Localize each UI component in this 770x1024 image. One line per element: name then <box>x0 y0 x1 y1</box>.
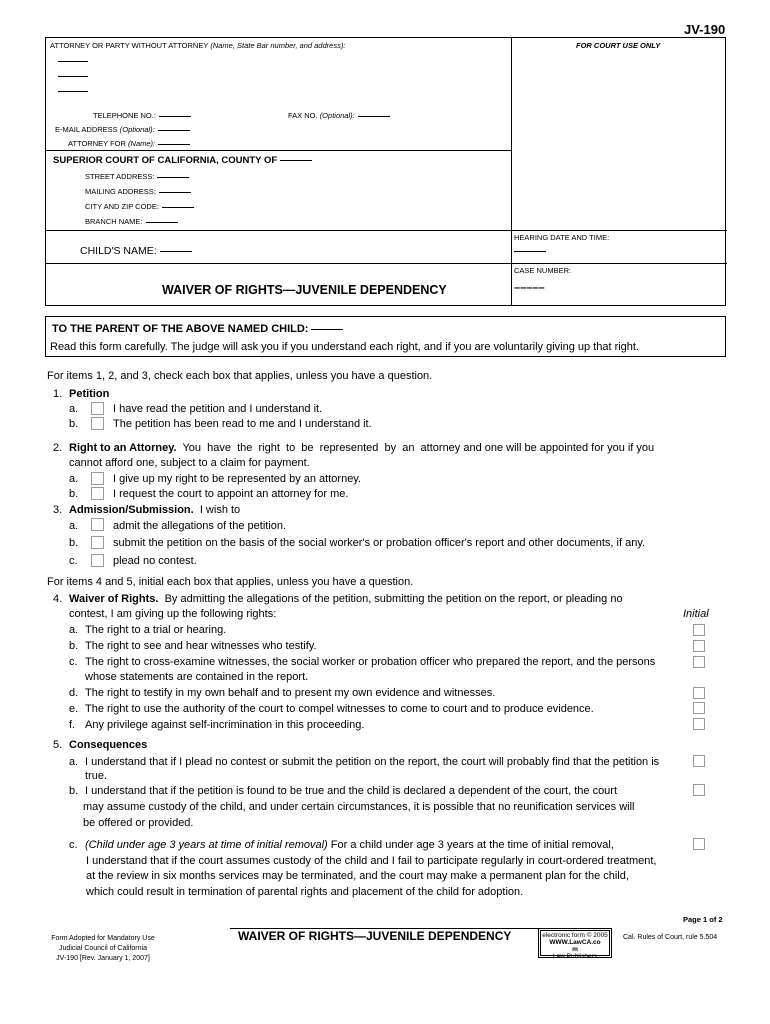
item5c-letter: c. <box>69 839 78 851</box>
item3b-letter: b. <box>69 537 79 549</box>
item3-number: 3. <box>53 504 63 516</box>
item5c-text2: I understand that if the court assumes custody of the child and I fail to participate regularly in court-ordered treatment, <box>86 855 657 867</box>
item4b-letter: b. <box>69 640 79 652</box>
item1-number: 1. <box>53 388 63 400</box>
intro-check-instructions: For items 1, 2, and 3, check each box that applies, unless you have a question. <box>47 370 433 382</box>
city-zip-field[interactable]: CITY AND ZIP CODE: <box>85 202 194 211</box>
item3c-text: plead no contest. <box>113 555 197 567</box>
attorney-line-2[interactable] <box>58 76 88 77</box>
item4c-text2: whose statements are contained in the report. <box>85 671 309 683</box>
court-use-label: FOR COURT USE ONLY <box>576 41 661 50</box>
hearing-field[interactable] <box>514 251 546 252</box>
item4a-initial-box[interactable] <box>693 624 705 636</box>
item4b-text: The right to see and hear witnesses who testify. <box>85 640 317 652</box>
item4-text2: contest, I am giving up the following rights: <box>69 608 277 620</box>
item4d-text: The right to testify in my own behalf and to present my own evidence and witnesses. <box>85 687 496 699</box>
item5b-initial-box[interactable] <box>693 784 705 796</box>
mailing-address-field[interactable]: MAILING ADDRESS: <box>85 187 191 196</box>
item4a-letter: a. <box>69 624 79 636</box>
publisher-stamp: electronic form © 2005 WWW.LawCA.co m Law Publishers <box>538 928 612 958</box>
footer-left: Form Adopted for Mandatory Use Judicial Council of California JV-190 [Rev. January 1, 2007] <box>51 935 155 962</box>
page-number: Page 1 of 2 <box>683 915 723 924</box>
item4a-text: The right to a trial or hearing. <box>85 624 227 636</box>
telephone-field[interactable]: TELEPHONE NO.: <box>93 111 191 120</box>
item3a-checkbox[interactable] <box>91 518 104 531</box>
court-rule-reference: Cal. Rules of Court, rule 5.504 <box>623 934 718 941</box>
item3c-letter: c. <box>69 555 78 567</box>
item4-text: Waiver of Rights. By admitting the allegations of the petition, submitting the petition on the report, or pleading no <box>69 593 623 605</box>
item4-number: 4. <box>53 593 63 605</box>
item2-text: Right to an Attorney. You have the right to be represented by an attorney and one will be appointed for you if you <box>69 442 655 454</box>
item3b-checkbox[interactable] <box>91 536 104 549</box>
street-address-field[interactable]: STREET ADDRESS: <box>85 172 189 181</box>
item5a-text: I understand that if I plead no contest or submit the petition on the report, the court will probably find that the petition is <box>85 756 660 768</box>
fax-field[interactable]: FAX NO. (Optional): <box>288 111 390 120</box>
form-title: WAIVER OF RIGHTS—JUVENILE DEPENDENCY <box>162 283 447 297</box>
branch-name-field[interactable]: BRANCH NAME: <box>85 217 178 226</box>
item5c-text3: at the review in six months services may be terminated, and the court may make a permanent plan for the child, <box>86 870 629 882</box>
item5b-text3: be offered or provided. <box>83 817 194 829</box>
form-id: JV-190 <box>684 22 726 37</box>
item1b-letter: b. <box>69 418 79 430</box>
item4f-letter: f. <box>69 719 76 731</box>
item5c-text: (Child under age 3 years at time of initial removal) For a child under age 3 years at the time of initial removal, <box>85 839 614 851</box>
item5b-letter: b. <box>69 785 79 797</box>
item1-title: Petition <box>69 388 110 400</box>
item3a-letter: a. <box>69 520 79 532</box>
attorney-for-field[interactable]: ATTORNEY FOR (Name): <box>68 139 190 148</box>
item4c-text: The right to cross-examine witnesses, the social worker or probation officer who prepared the report, and the persons <box>85 656 656 668</box>
item3b-text: submit the petition on the basis of the social worker's or probation officer's report and other documents, if any. <box>113 537 646 549</box>
item4e-text: The right to use the authority of the court to compel witnesses to come to court and to produce evidence. <box>85 703 594 715</box>
court-county-field[interactable]: SUPERIOR COURT OF CALIFORNIA, COUNTY OF <box>53 155 312 166</box>
item5b-text: I understand that if the petition is found to be true and the child is declared a dependent of the court, the court <box>85 785 618 797</box>
intro-initial-instructions: For items 4 and 5, initial each box that applies, unless you have a question. <box>47 576 414 588</box>
item4c-initial-box[interactable] <box>693 656 705 668</box>
item2a-letter: a. <box>69 473 79 485</box>
item5b-text2: may assume custody of the child, and under certain circumstances, it is possible that no reunification services will <box>83 801 635 813</box>
notice-heading[interactable]: TO THE PARENT OF THE ABOVE NAMED CHILD: <box>52 323 343 335</box>
footer-title: WAIVER OF RIGHTS—JUVENILE DEPENDENCY <box>238 929 512 943</box>
item2b-letter: b. <box>69 488 79 500</box>
item3a-text: admit the allegations of the petition. <box>113 520 287 532</box>
attorney-line-1[interactable] <box>58 61 88 62</box>
case-number-label: CASE NUMBER: <box>514 266 572 275</box>
item3c-checkbox[interactable] <box>91 554 104 567</box>
item2-number: 2. <box>53 442 63 454</box>
item4c-letter: c. <box>69 656 78 668</box>
item5a-initial-box[interactable] <box>693 755 705 767</box>
item5a-text2: true. <box>85 770 108 782</box>
item4f-initial-box[interactable] <box>693 718 705 730</box>
initial-column-label: Initial <box>683 608 709 620</box>
item1a-letter: a. <box>69 403 79 415</box>
item2a-checkbox[interactable] <box>91 472 104 485</box>
item4e-letter: e. <box>69 703 79 715</box>
item4b-initial-box[interactable] <box>693 640 705 652</box>
item2b-checkbox[interactable] <box>91 487 104 500</box>
item4d-letter: d. <box>69 687 79 699</box>
item1b-checkbox[interactable] <box>91 417 104 430</box>
item1b-text: The petition has been read to me and I understand it. <box>113 418 372 430</box>
child-name-field[interactable]: CHILD'S NAME: <box>80 245 192 257</box>
attorney-line-3[interactable] <box>58 91 88 92</box>
item5-title: Consequences <box>69 739 148 751</box>
item4e-initial-box[interactable] <box>693 702 705 714</box>
hearing-label: HEARING DATE AND TIME: <box>514 233 610 242</box>
item1a-checkbox[interactable] <box>91 402 104 415</box>
item2-text2: cannot afford one, subject to a claim for payment. <box>69 457 310 469</box>
item3-heading: Admission/Submission. I wish to <box>69 504 241 516</box>
email-field[interactable]: E-MAIL ADDRESS (Optional): <box>55 125 190 134</box>
item4d-initial-box[interactable] <box>693 687 705 699</box>
attorney-label: ATTORNEY OR PARTY WITHOUT ATTORNEY (Name, State Bar number, and address): <box>50 41 346 50</box>
item5-number: 5. <box>53 739 63 751</box>
notice-text: Read this form carefully. The judge will ask you if you understand each right, and if you are voluntarily giving up that right. <box>50 341 640 353</box>
case-number-value[interactable]: ––––– <box>514 282 545 294</box>
item5c-text4: which could result in termination of parental rights and placement of the child for adoption. <box>86 886 524 898</box>
item2b-text: I request the court to appoint an attorney for me. <box>113 488 349 500</box>
item5c-initial-box[interactable] <box>693 838 705 850</box>
item2a-text: I give up my right to be represented by an attorney. <box>113 473 362 485</box>
item1a-text: I have read the petition and I understand it. <box>113 403 323 415</box>
item4f-text: Any privilege against self-incrimination in this proceeding. <box>85 719 365 731</box>
item5a-letter: a. <box>69 756 79 768</box>
